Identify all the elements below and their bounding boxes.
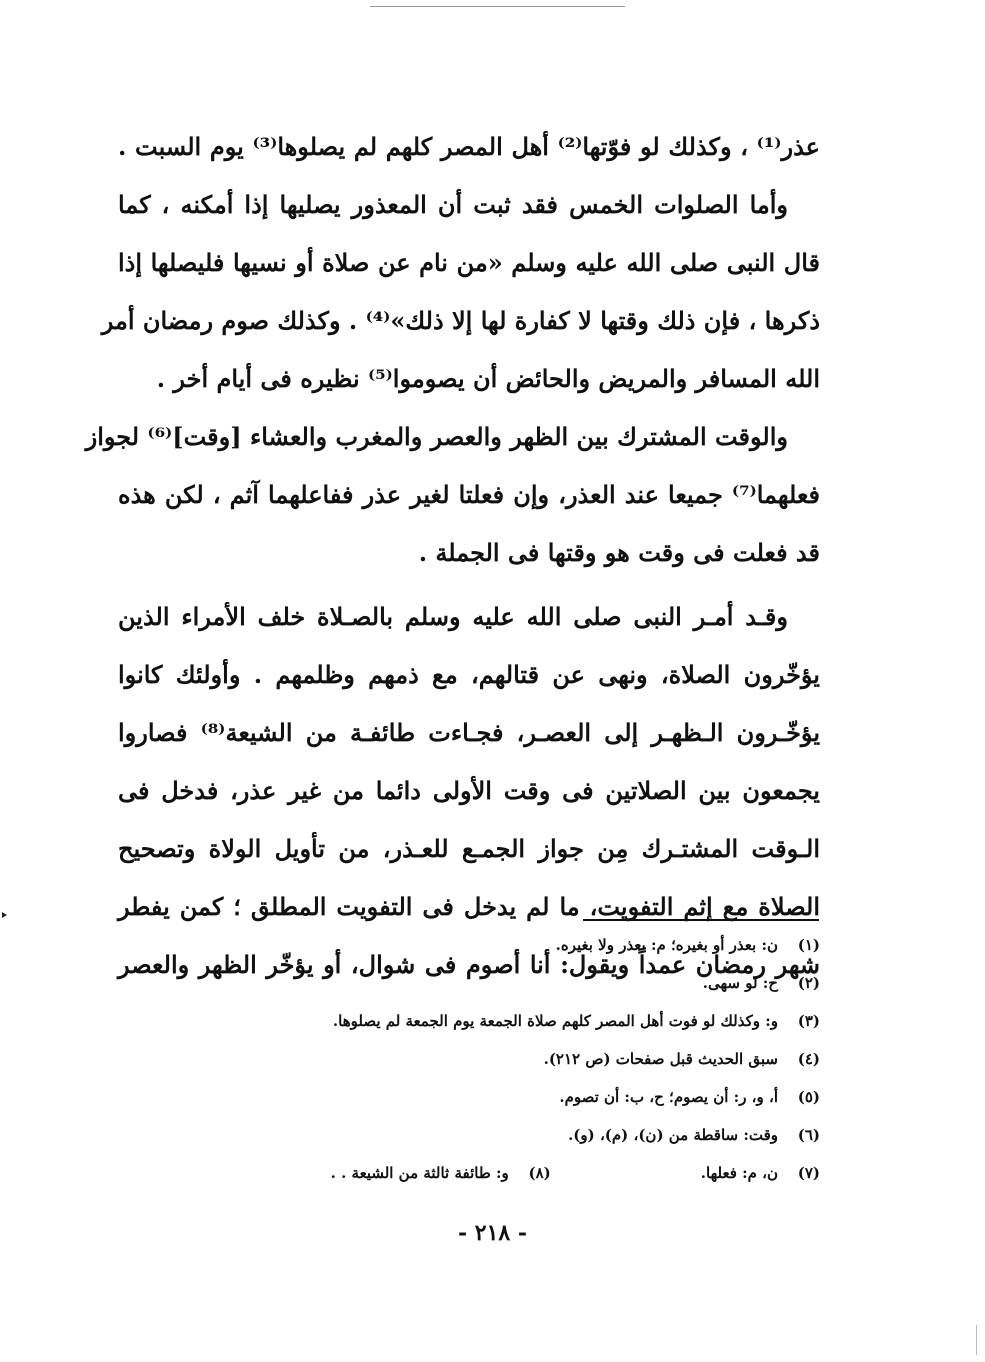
footnote-number: (٣) xyxy=(797,1012,820,1030)
footnote-text: و: وكذلك لو فوت أهل المصر كلهم صلاة الجمعة يوم الجمعة لم يصلوها. xyxy=(332,1012,778,1030)
footnote-text: أ، و، ر: أن يصوم؛ ح، ب: أن تصوم. xyxy=(559,1088,778,1106)
text-line: وقـد أمـر النبى صلى الله عليه وسلم بالصـلاة خلف الأمراء الذين xyxy=(118,602,788,631)
top-edge-rule xyxy=(370,6,625,7)
margin-mark xyxy=(2,912,7,918)
text-line: يؤخّـرون الـظهـر إلى العصـر، فجـاءت طائفـة من الشيعة⁽⁸⁾ فصاروا xyxy=(118,718,820,747)
text-line: والوقت المشترك بين الظهر والعصر والمغرب والعشاء [وقت]⁽⁶⁾ لجواز xyxy=(85,422,788,451)
footnote xyxy=(200,1078,820,1116)
footnote-number: (١) xyxy=(797,936,820,954)
footnote xyxy=(200,1002,820,1040)
text-line: يؤخّرون الصلاة، ونهى عن قتالهم، مع ذمهم وظلمهم . وأولئك كانوا xyxy=(118,660,820,689)
text-line: الصلاة مع إثم التفويت، ما لم يدخل فى التفويت المطلق ؛ كمن يفطر xyxy=(118,892,820,921)
text-line: قال النبى صلى الله عليه وسلم «من نام عن صلاة أو نسيها فليصلها إذا xyxy=(118,248,821,277)
footnote xyxy=(200,1116,820,1154)
text-line: الله المسافر والمريض والحائض أن يصوموا⁽⁵⁾ نظيره فى أيام أخر . xyxy=(156,364,820,393)
margin-mark xyxy=(976,1325,977,1355)
footnote-number: (٥) xyxy=(797,1088,820,1106)
footnote-number: (٨) xyxy=(528,1164,551,1182)
text-line: عذر⁽¹⁾ ، وكذلك لو فوّتها⁽²⁾ أهل المصر كلهم لم يصلوها⁽³⁾ يوم السبت . xyxy=(118,132,820,161)
footnote-text: وقت: ساقطة من (ن)، (م)، (و). xyxy=(568,1126,778,1144)
footnote-number: (٧) xyxy=(797,1164,820,1182)
text-line: الـوقت المشتـرك مِن جواز الجمـع للعـذر، من تأويل الولاة وتصحيح xyxy=(118,834,820,863)
footnote-text: سبق الحديث قبل صفحات (ص ٢١٢). xyxy=(543,1050,778,1068)
footnote-row xyxy=(200,1154,820,1192)
footnote-number: (٢) xyxy=(797,974,820,992)
text-line: وأما الصلوات الخمس فقد ثبت أن المعذور يصليها إذا أمكنه ، كما xyxy=(118,190,788,219)
text-line: شهر رمضان عمداً ويقول: أنا أصوم فى شوال، أو يؤخّر الظهر والعصر xyxy=(118,950,820,979)
text-line: فعلهما⁽⁷⁾ جميعا عند العذر، وإن فعلتا لغير عذر ففاعلهما آثم ، لكن هذه xyxy=(118,480,820,509)
footnote xyxy=(701,1154,820,1192)
footnote-text: ح: لو سهى. xyxy=(702,974,778,992)
footnote-text: ن: بعذر أو بغيره؛ م: بعذر ولا بغيره. xyxy=(555,936,778,954)
footnote-number: (٦) xyxy=(797,1126,820,1144)
text-line: قد فعلت فى وقت هو وقتها فى الجملة . xyxy=(418,538,820,567)
footnote xyxy=(331,1154,551,1192)
footnote-separator xyxy=(583,919,819,921)
body-text xyxy=(85,118,821,994)
footnote xyxy=(200,1040,820,1078)
footnote-number: (٤) xyxy=(797,1050,820,1068)
footnote xyxy=(200,964,820,1002)
footnote xyxy=(200,926,820,964)
page-number: - ٢١٨ - xyxy=(457,1220,528,1246)
footnote-text: ن، م: فعلها. xyxy=(700,1164,778,1182)
footnotes xyxy=(200,926,820,1192)
footnote-text: و: طائفة ثالثة من الشيعة . . xyxy=(330,1164,509,1182)
text-line: ذكرها ، فإن ذلك وقتها لا كفارة لها إلا ذلك»⁽⁴⁾ . وكذلك صوم رمضان أمر xyxy=(101,306,820,335)
text-line: يجمعون بين الصلاتين فى وقت الأولى دائما من غير عذر، فدخل فى xyxy=(118,776,820,805)
